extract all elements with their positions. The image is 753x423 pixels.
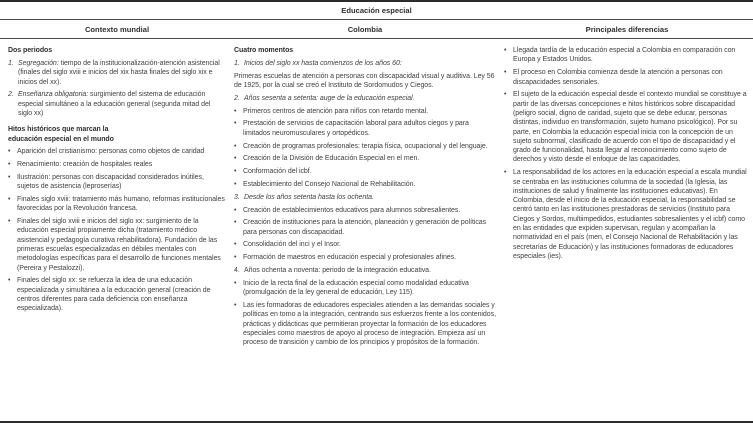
list-item — [8, 195, 226, 214]
list-item-text: Llegada tardía de la educación especial a Colombia en comparación con Europa y Estados Unidos. — [513, 47, 736, 64]
list-item-text: Prestación de servicios de capacitación laboral para adultos ciegos y para limitados neuromusculares y ortopédicos. — [243, 120, 469, 137]
list-item — [8, 90, 226, 118]
table-header-row — [0, 20, 753, 39]
heading-dos-periodos: Dos periodos — [8, 47, 53, 55]
list-number: 3. — [234, 193, 240, 201]
momento-2-title — [234, 94, 496, 103]
list-item-text: Creación de instituciones para la atención, planeación y generación de políticas para personas con discapacidad. — [243, 219, 487, 236]
bullet-icon: • — [8, 173, 11, 181]
bullet-icon: • — [234, 301, 237, 309]
list-item-text: Las ies formadoras de educadores especiales atienden a las demandas sociales y políticas en torno a la integración, centrando sus esfuerzos frente a los contenidos, prácticas y didácticas que permitieran proyectar la formación de los educadores especiales como maestros de apoyo al proceso de integración. Empieza así un proceso de transición y cambio de los principios y propósitos de la formación. — [243, 301, 496, 347]
bullet-icon: • — [504, 47, 507, 55]
term-segregacion: Segregación: — [18, 59, 59, 67]
momento-4-title — [234, 266, 496, 275]
list-item — [234, 142, 496, 151]
bullet-icon: • — [8, 148, 11, 156]
heading-line-2: educación especial en el mundo — [8, 135, 114, 143]
item-body-text: surgimiento del sistema de educación especial simultáneo a la educación general (segunda mitad del siglo xx) — [18, 91, 211, 117]
list-item-text: Renacimiento: creación de hospitales reales — [17, 161, 153, 169]
bullet-icon: • — [234, 206, 237, 214]
list-item — [234, 119, 496, 138]
list-item — [504, 68, 750, 87]
list-item — [504, 168, 750, 261]
list-item — [234, 180, 496, 189]
bullet-icon: • — [234, 168, 237, 176]
column-header-colombia: Colombia — [347, 24, 383, 34]
momento-title-text: Años sesenta a setenta: auge de la educación especial. — [244, 94, 415, 102]
list-item — [504, 46, 750, 65]
list-number: 4. — [234, 267, 240, 275]
list-item-text: Aparición del cristianismo: personas como objetos de caridad — [17, 148, 205, 156]
list-item — [234, 240, 496, 249]
momento-1-paragraph: Primeras escuelas de atención a personas con discapacidad visual y auditiva. Ley 56 de 1925, por la cual se creó el Instituto de Sordomudos y Ciegos. — [234, 72, 495, 90]
table-body — [0, 39, 753, 421]
list-item — [8, 276, 226, 313]
bullet-icon: • — [234, 279, 237, 287]
bullet-icon: • — [234, 155, 237, 163]
list-item-text: Primeros centros de atención para niños con retardo mental. — [243, 107, 428, 115]
bullet-icon: • — [234, 120, 237, 128]
table-title: Educación especial — [0, 2, 753, 20]
bullet-icon: • — [234, 254, 237, 262]
bullet-icon: • — [8, 161, 11, 169]
list-item — [8, 217, 226, 273]
list-item-text: Ilustración: personas con discapacidad considerados inútiles, sujetos de asistencia (leproserías) — [17, 173, 204, 191]
bullet-icon: • — [504, 69, 507, 77]
bullet-icon: • — [504, 169, 507, 177]
list-item — [8, 160, 226, 169]
list-item-text: Consolidación del inci y el Insor. — [243, 241, 341, 249]
list-item — [8, 147, 226, 156]
list-item — [234, 279, 496, 298]
list-item-text — [18, 59, 226, 87]
list-item — [234, 167, 496, 176]
list-item — [234, 301, 496, 347]
list-item-text: Finales del siglo xx: se refuerza la idea de una educación especializada y simultánea a la educación general (creación de centros diferentes para cada deficiencia con enseñanza especializada). — [17, 277, 211, 313]
list-item-text: La responsabilidad de los actores en la educación especial a escala mundial se centraba en las instituciones columna de la sociedad (la Iglesia, las instituciones de salud y finalmente las instituciones educativas). En Colombia, desde el inicio de la educación especial, la responsabilidad se centró tanto en las instituciones prestadoras de servicios (Instituto para Ciegos y Sordos, multiimpedidos, estudiantes sobresalientes y el icbf) como en las entidades que expiden supervisan, regulan y acompañan la normatividad en el país (men, el Consejo Nacional de Rehabilitación y las secretarías de Educación) y las instituciones formadoras de educadores especiales (ies). — [513, 169, 747, 260]
bullet-icon: • — [234, 241, 237, 249]
list-item-text: Creación de programas profesionales: terapia física, ocupacional y del lenguaje. — [243, 142, 488, 150]
column-colombia — [234, 46, 496, 421]
list-item-text: Finales del siglo xviii e inicios del siglo xx: surgimiento de la educación especial propiamente dicha (tratamiento médico asistencial y pedagogía curativa rehabilitadora). Fundación de las primeras escuelas especializadas en débiles mentales con metodologías específicas para el desarrollo de funciones mentales (Pereira y Pestalozzi). — [17, 218, 221, 272]
term-ensenanza-obligatoria: Enseñanza obligatoria: — [18, 91, 89, 99]
list-item-text: Formación de maestros en educación especial y profesionales afines. — [243, 254, 456, 262]
column-header-contexto-mundial: Contexto mundial — [84, 24, 150, 34]
item-body-text: tiempo de la institucionalización-atención asistencial (finales del siglo xviii e inicios del xix hasta finales del siglo xix e inicios del xx). — [18, 59, 220, 86]
heading-hitos-historicos — [8, 125, 226, 144]
bullet-icon: • — [234, 107, 237, 115]
bullet-icon: • — [8, 218, 11, 226]
list-item-text: Creación de establecimientos educativos para alumnos sobresalientes. — [243, 206, 461, 214]
column-contexto-mundial — [8, 46, 226, 421]
list-item — [8, 59, 226, 87]
list-item-text: Conformación del icbf. — [243, 168, 312, 176]
list-item-text: Finales siglo xviii: tratamiento más humano, reformas institucionales favorecidas por la Revolución francesa. — [17, 196, 225, 213]
list-item — [234, 253, 496, 262]
list-item — [8, 173, 226, 192]
list-number: 1. — [8, 59, 14, 67]
momento-title-text: Desde los años setenta hasta los ochenta. — [244, 193, 374, 201]
bullet-icon: • — [234, 180, 237, 188]
list-item — [234, 154, 496, 163]
list-item-text: Creación de la División de Educación Especial en el men. — [243, 155, 420, 163]
bullet-icon: • — [234, 219, 237, 227]
bullet-icon: • — [234, 142, 237, 150]
list-item-text: El proceso en Colombia comienza desde la atención a personas con discapacidades sensoriales. — [513, 69, 723, 86]
list-number: 2. — [234, 94, 240, 102]
bullet-icon: • — [504, 91, 507, 99]
momento-3-title — [234, 193, 496, 202]
list-item — [504, 90, 750, 164]
momento-title-text: Inicios del siglo xx hasta comienzos de los años 60: — [244, 59, 402, 67]
column-principales-diferencias — [504, 46, 750, 421]
list-number: 1. — [234, 59, 240, 67]
momento-title-text: Años ochenta a noventa: periodo de la integración educativa. — [244, 267, 431, 275]
list-number: 2. — [8, 91, 14, 99]
list-item — [234, 107, 496, 116]
heading-cuatro-momentos: Cuatro momentos — [234, 47, 294, 55]
column-header-principales-diferencias: Principales diferencias — [585, 24, 669, 34]
list-item-text — [18, 90, 226, 118]
list-item-text: Inicio de la recta final de la educación especial como modalidad educativa (promulgación de la ley general de educación, Ley 115). — [243, 279, 469, 297]
list-item — [234, 206, 496, 215]
heading-line-1: Hitos históricos que marcan la — [8, 126, 109, 134]
list-item-text: Establecimiento del Consejo Nacional de Rehabilitación. — [243, 180, 416, 188]
momento-1-title — [234, 59, 496, 68]
bullet-icon: • — [8, 277, 11, 285]
bullet-icon: • — [8, 196, 11, 204]
list-item-text: El sujeto de la educación especial desde el contexto mundial se constituye a partir de las diversas concepciones e hitos históricos sobre discapacidad (peligro social, digno de caridad, sujeto que se debe educar, personas distintas, individuo en transformación, sujeto humano psicológico). Por su parte, en Colombia la educación especial inicia con la concepción de un sujeto subnormal, clasificado de acuerdo con el tipo de discapacidad y el grado de funcionalidad, hasta llegar al reconocimiento como sujeto de derechos y visto desde el enfoque de las capacidades. — [513, 91, 747, 164]
list-item — [234, 218, 496, 237]
